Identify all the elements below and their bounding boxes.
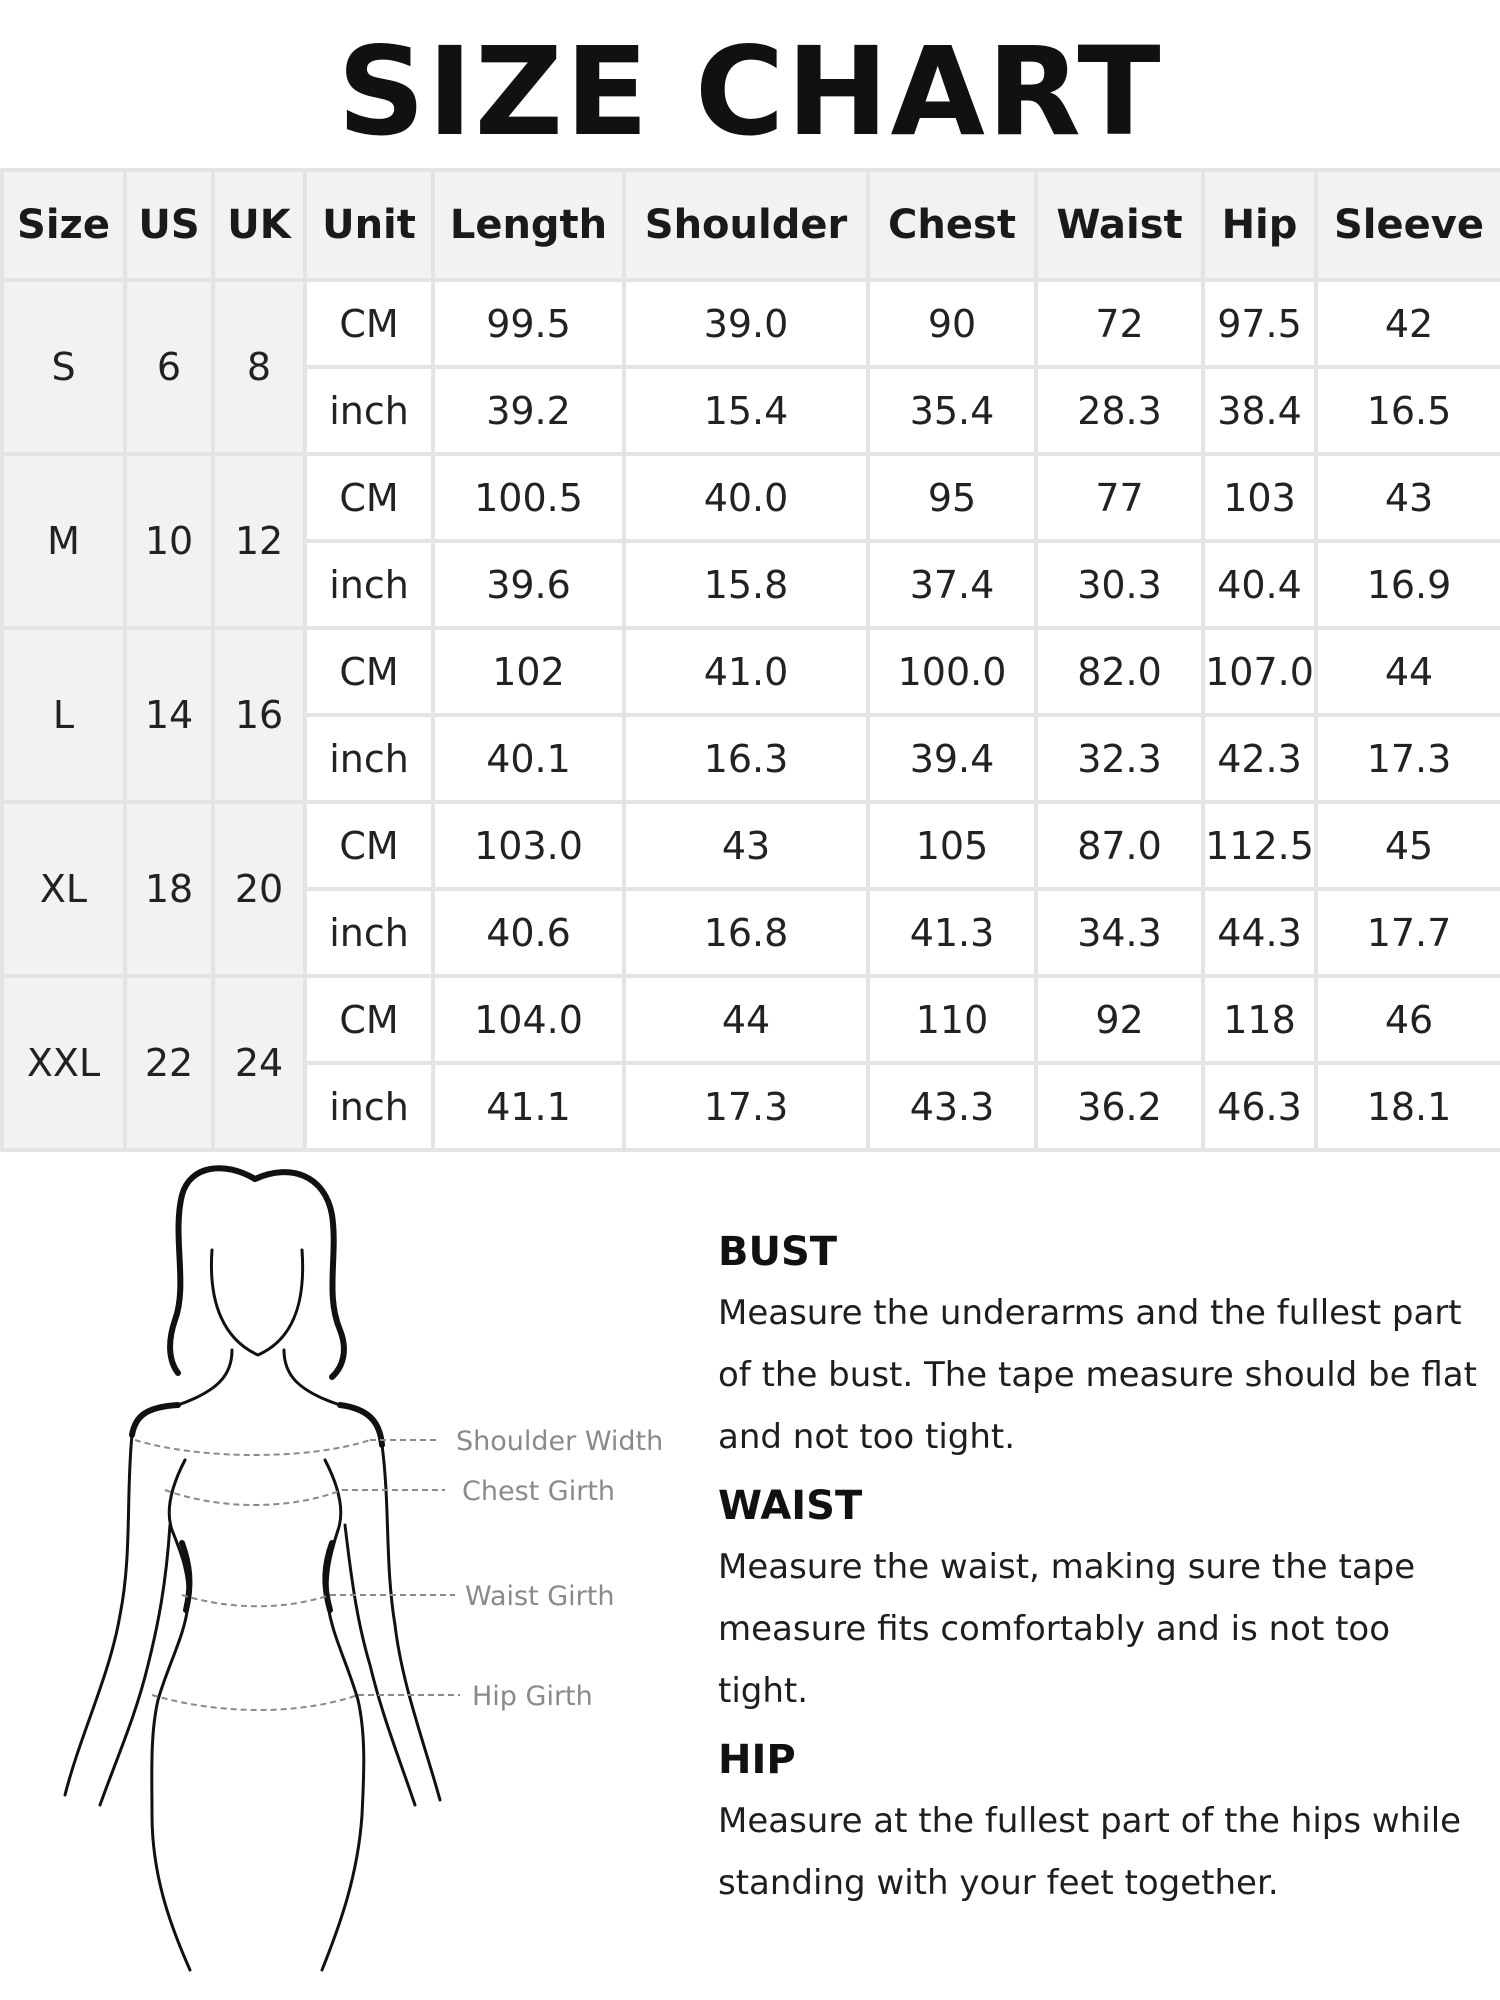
column-header-length: Length — [433, 170, 624, 280]
waist-girth-label: Waist Girth — [465, 1581, 615, 1612]
table-row — [2, 280, 1500, 367]
value-cell: 40.0 — [624, 454, 868, 541]
column-header-waist: Waist — [1036, 170, 1203, 280]
value-cell: 17.3 — [1316, 715, 1500, 802]
unit-cell: CM — [305, 454, 433, 541]
unit-cell: CM — [305, 802, 433, 889]
us-cell: 22 — [125, 976, 213, 1150]
value-cell: 87.0 — [1036, 802, 1203, 889]
value-cell: 72 — [1036, 280, 1203, 367]
value-cell: 77 — [1036, 454, 1203, 541]
value-cell: 100.0 — [868, 628, 1036, 715]
value-cell: 90 — [868, 280, 1036, 367]
column-header-hip: Hip — [1203, 170, 1316, 280]
hip-measure-line — [152, 1695, 358, 1710]
value-cell: 41.0 — [624, 628, 868, 715]
value-cell: 99.5 — [433, 280, 624, 367]
uk-cell: 8 — [213, 280, 305, 454]
unit-cell: CM — [305, 976, 433, 1063]
bust-text: Measure the underarms and the fullest part of the bust. The tape measure should be flat and not too tight. — [718, 1293, 1477, 1457]
value-cell: 28.3 — [1036, 367, 1203, 454]
value-cell: 40.4 — [1203, 541, 1316, 628]
value-cell: 103.0 — [433, 802, 624, 889]
shoulder-measure-line — [135, 1440, 370, 1455]
value-cell: 39.0 — [624, 280, 868, 367]
unit-cell: inch — [305, 715, 433, 802]
column-header-shoulder: Shoulder — [624, 170, 868, 280]
column-header-chest: Chest — [868, 170, 1036, 280]
value-cell: 105 — [868, 802, 1036, 889]
size-cell: S — [2, 280, 125, 454]
value-cell: 16.5 — [1316, 367, 1500, 454]
value-cell: 39.4 — [868, 715, 1036, 802]
shoulder-width-label: Shoulder Width — [456, 1426, 664, 1457]
value-cell: 46 — [1316, 976, 1500, 1063]
size-cell: XXL — [2, 976, 125, 1150]
chest-girth-label: Chest Girth — [462, 1476, 616, 1507]
unit-cell: CM — [305, 280, 433, 367]
us-cell: 6 — [125, 280, 213, 454]
value-cell: 43.3 — [868, 1063, 1036, 1150]
value-cell: 35.4 — [868, 367, 1036, 454]
value-cell: 104.0 — [433, 976, 624, 1063]
value-cell: 43 — [624, 802, 868, 889]
us-cell: 18 — [125, 802, 213, 976]
size-cell: M — [2, 454, 125, 628]
bust-heading: BUST — [718, 1229, 838, 1275]
waist-text: Measure the waist, making sure the tape measure fits comfortably and is not too tight. — [718, 1547, 1416, 1711]
value-cell: 38.4 — [1203, 367, 1316, 454]
value-cell: 17.7 — [1316, 889, 1500, 976]
chest-measure-line — [165, 1490, 342, 1505]
value-cell: 15.4 — [624, 367, 868, 454]
value-cell: 34.3 — [1036, 889, 1203, 976]
value-cell: 39.2 — [433, 367, 624, 454]
page-title: SIZE CHART — [337, 21, 1163, 163]
value-cell: 44.3 — [1203, 889, 1316, 976]
value-cell: 42.3 — [1203, 715, 1316, 802]
uk-cell: 16 — [213, 628, 305, 802]
hip-text: Measure at the fullest part of the hips while standing with your feet together. — [718, 1801, 1462, 1903]
value-cell: 112.5 — [1203, 802, 1316, 889]
value-cell: 39.6 — [433, 541, 624, 628]
waist-measure-line — [182, 1595, 330, 1606]
column-header-uk: UK — [213, 170, 305, 280]
uk-cell: 12 — [213, 454, 305, 628]
value-cell: 103 — [1203, 454, 1316, 541]
value-cell: 110 — [868, 976, 1036, 1063]
us-cell: 14 — [125, 628, 213, 802]
value-cell: 18.1 — [1316, 1063, 1500, 1150]
hip-girth-label: Hip Girth — [472, 1681, 593, 1712]
value-cell: 40.6 — [433, 889, 624, 976]
column-header-us: US — [125, 170, 213, 280]
uk-cell: 24 — [213, 976, 305, 1150]
value-cell: 30.3 — [1036, 541, 1203, 628]
value-cell: 41.1 — [433, 1063, 624, 1150]
table-row — [2, 976, 1500, 1063]
value-cell: 16.8 — [624, 889, 868, 976]
uk-cell: 20 — [213, 802, 305, 976]
us-cell: 10 — [125, 454, 213, 628]
column-header-unit: Unit — [305, 170, 433, 280]
value-cell: 32.3 — [1036, 715, 1203, 802]
unit-cell: inch — [305, 889, 433, 976]
column-header-size: Size — [2, 170, 125, 280]
value-cell: 36.2 — [1036, 1063, 1203, 1150]
unit-cell: inch — [305, 367, 433, 454]
value-cell: 118 — [1203, 976, 1316, 1063]
value-cell: 97.5 — [1203, 280, 1316, 367]
size-cell: L — [2, 628, 125, 802]
value-cell: 100.5 — [433, 454, 624, 541]
value-cell: 107.0 — [1203, 628, 1316, 715]
body-measurement-figure — [40, 1155, 700, 1975]
value-cell: 102 — [433, 628, 624, 715]
measure-lines — [135, 1440, 460, 1710]
column-header-sleeve: Sleeve — [1316, 170, 1500, 280]
value-cell: 44 — [1316, 628, 1500, 715]
unit-cell: inch — [305, 541, 433, 628]
table-row — [2, 802, 1500, 889]
value-cell: 17.3 — [624, 1063, 868, 1150]
unit-cell: inch — [305, 1063, 433, 1150]
value-cell: 41.3 — [868, 889, 1036, 976]
value-cell: 82.0 — [1036, 628, 1203, 715]
size-table — [0, 168, 1500, 1152]
table-header-row — [2, 170, 1500, 280]
hip-heading: HIP — [718, 1737, 796, 1783]
unit-cell: CM — [305, 628, 433, 715]
table-row — [2, 454, 1500, 541]
measurement-guide — [718, 1222, 1478, 1922]
value-cell: 44 — [624, 976, 868, 1063]
body-outline — [65, 1168, 440, 1970]
value-cell: 45 — [1316, 802, 1500, 889]
value-cell: 15.8 — [624, 541, 868, 628]
value-cell: 16.9 — [1316, 541, 1500, 628]
size-cell: XL — [2, 802, 125, 976]
value-cell: 43 — [1316, 454, 1500, 541]
value-cell: 46.3 — [1203, 1063, 1316, 1150]
value-cell: 37.4 — [868, 541, 1036, 628]
table-row — [2, 628, 1500, 715]
waist-heading: WAIST — [718, 1483, 863, 1529]
value-cell: 42 — [1316, 280, 1500, 367]
value-cell: 40.1 — [433, 715, 624, 802]
value-cell: 16.3 — [624, 715, 868, 802]
value-cell: 92 — [1036, 976, 1203, 1063]
value-cell: 95 — [868, 454, 1036, 541]
